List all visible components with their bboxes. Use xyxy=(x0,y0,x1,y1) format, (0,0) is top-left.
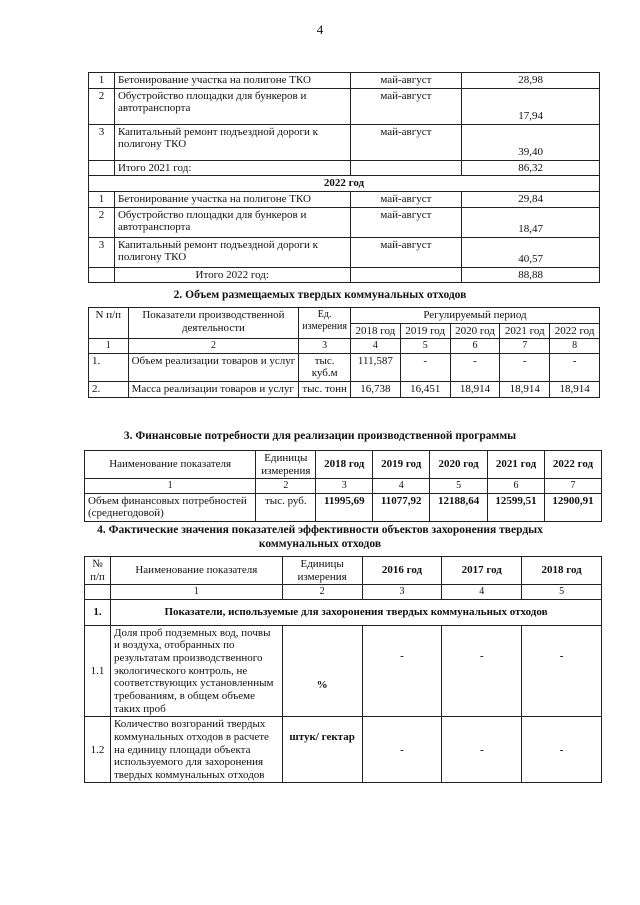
header-name: Показатели производственной деятельности xyxy=(128,308,299,339)
table-row: 2 Обустройство площадки для бункеров и автотранспорта май-август 17,94 xyxy=(89,88,600,124)
efficiency-table: № п/п Наименование показателя Единицы измерения 2016 год 2017 год 2018 год 1 2 3 4 5 1. Показатели, используемые для захоронения твердых коммунальных отходов 1.1 Доля проб подземных вод, почвы и воздуха, отобранных по результатам производственного экологического контроль, не соответствующих установленным требованиям, в общем объеме таких проб % - - - 1.2 Количество возгораний твердых коммунальных отходов в расчете на единицу площади объекта используемого для захоронения твердых коммунальных отходов штук/ гектар - - - xyxy=(84,556,602,783)
page-number: 4 xyxy=(316,22,324,37)
index-row: 1 2 3 4 5 6 7 8 xyxy=(89,339,600,354)
year-row xyxy=(89,176,600,192)
header-unit: Единицы измерения xyxy=(256,451,316,479)
volume-table: N п/п Показатели производственной деятельности Ед. измерения Регулируемый период 2018 год 2019 год 2020 год 2021 год 2022 год 1 2 3 4 5 6 7 8 1. Объем реализации товаров и услуг тыс. куб.м 111,587 - - - - 2. Масса реализации товаров и услуг тыс. тонн 16,738 16,451 18,914 18,914 18,914 xyxy=(88,307,600,398)
group-row: 1. Показатели, используемые для захоронения твердых коммунальных отходов xyxy=(85,599,602,625)
group-title: Показатели, используемые для захоронения твердых коммунальных отходов xyxy=(110,599,601,625)
table-row: 1 Бетонирование участка на полигоне ТКО май-август 29,84 xyxy=(89,191,600,207)
header-unit: Единицы измерения xyxy=(282,557,362,585)
table-row: 3 Капитальный ремонт подъездной дороги к полигону ТКО май-август 40,57 xyxy=(89,237,600,267)
table-row: 3 Капитальный ремонт подъездной дороги к полигону ТКО май-август 39,40 xyxy=(89,124,600,160)
section-4-title: 4. Фактические значения показателей эффективности объектов захоронения твердых xyxy=(97,524,543,536)
total-row xyxy=(89,160,600,176)
section-4-title-2: коммунальных отходов xyxy=(258,538,382,550)
index-row: 1 2 3 4 5 xyxy=(85,585,602,600)
header-unit: Ед. измерения xyxy=(299,308,351,339)
section-3-title: 3. Финансовые потребности для реализации производственной программы xyxy=(123,430,517,442)
table-row: 2 Обустройство площадки для бункеров и автотранспорта май-август 18,47 xyxy=(89,207,600,237)
table-row: 1.1 Доля проб подземных вод, почвы и воздуха, отобранных по результатам производственного экологического контроль, не соответствующих установленным требованиям, в общем объеме таких проб % - - - xyxy=(85,625,602,716)
total-row xyxy=(89,267,600,283)
header-n: № п/п xyxy=(85,557,111,585)
table-row: 1 Бетонирование участка на полигоне ТКО май-август 28,98 xyxy=(89,73,600,89)
works-table xyxy=(88,72,600,283)
year-2022-heading: 2022 год xyxy=(89,176,600,192)
finance-table: Наименование показателя Единицы измерения 2018 год 2019 год 2020 год 2021 год 2022 год 1 2 3 4 5 6 7 Объем финансовых потребностей (среднегодовой) тыс. руб. 11995,69 11077,92 12188,64 12599,51 12900,91 xyxy=(84,450,602,522)
section-2-title: 2. Объем размещаемых твердых коммунальных отходов xyxy=(173,289,467,301)
total-2022-value: 88,88 xyxy=(462,267,600,283)
table-row: 2. Масса реализации товаров и услуг тыс. тонн 16,738 16,451 18,914 18,914 18,914 xyxy=(89,382,600,398)
table-row: 1.2 Количество возгораний твердых коммунальных отходов в расчете на единицу площади объекта используемого для захоронения твердых коммунальных отходов штук/ гектар - - - xyxy=(85,717,602,783)
total-2021-value: 86,32 xyxy=(462,160,600,176)
index-row: 1 2 3 4 5 6 7 xyxy=(85,479,602,494)
header-name: Наименование показателя xyxy=(110,557,282,585)
table-row: 1. Объем реализации товаров и услуг тыс. куб.м 111,587 - - - - xyxy=(89,353,600,381)
header-period: Регулируемый период xyxy=(350,308,599,324)
total-2021-label: Итого 2021 год: xyxy=(114,160,350,176)
header-n: N п/п xyxy=(89,308,129,339)
table-row: Объем финансовых потребностей (среднегодовой) тыс. руб. 11995,69 11077,92 12188,64 12599,51 12900,91 xyxy=(85,493,602,521)
header-name: Наименование показателя xyxy=(85,451,256,479)
total-2022-label: Итого 2022 год: xyxy=(114,267,350,283)
